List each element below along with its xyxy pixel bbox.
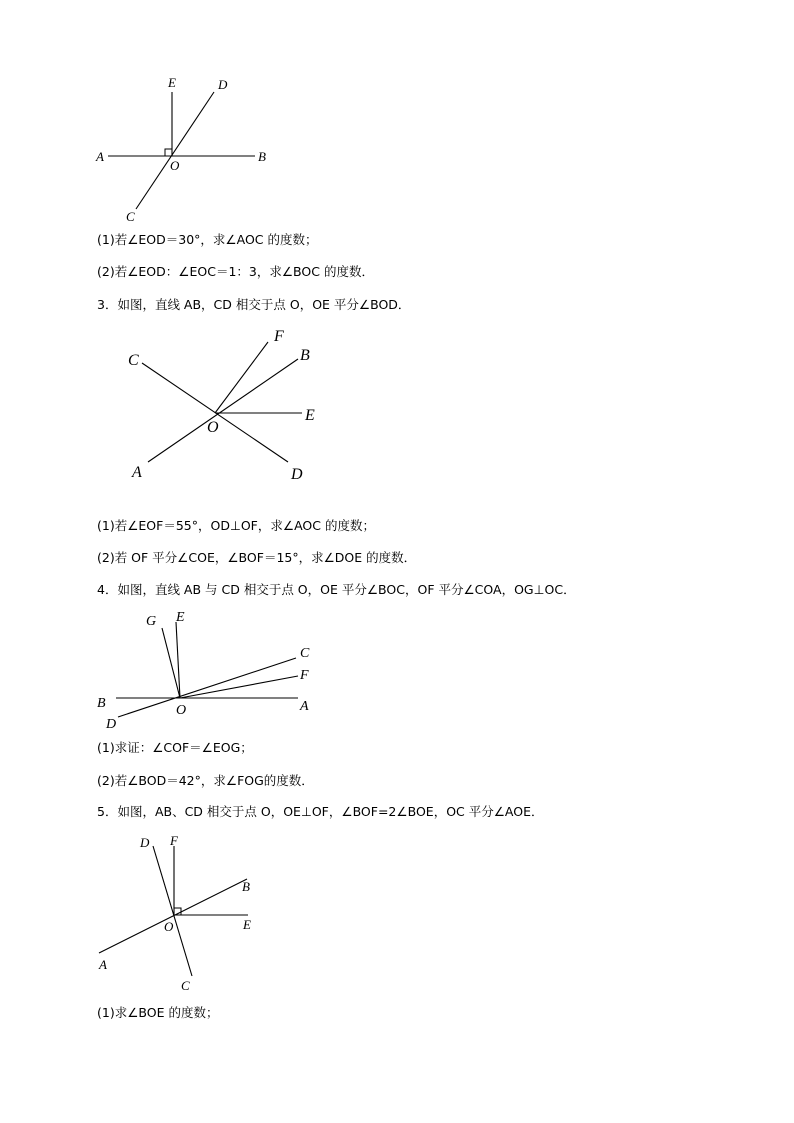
label-b: B [300, 347, 310, 364]
q4-part2: (2)若∠BOD＝42°，求∠FOG的度数． [97, 773, 314, 788]
q5-part1: (1)求∠BOE 的度数； [97, 1005, 219, 1020]
label-f: F [274, 328, 284, 345]
line-ab [99, 879, 247, 953]
label-f: F [170, 833, 178, 848]
q2-part1: (1)若∠EOD＝30°，求∠AOC 的度数； [97, 232, 318, 247]
q5-stem: 5．如图，AB、CD 相交于点 O，OE⊥OF，∠BOF=2∠BOE，OC 平分∠AOE． [97, 804, 544, 819]
label-e: E [168, 75, 176, 90]
label-o: O [164, 919, 174, 934]
label-e: E [243, 917, 251, 932]
q4-part1: (1)求证：∠COF＝∠EOG； [97, 740, 253, 755]
label-e: E [305, 407, 315, 424]
label-a: A [96, 149, 104, 164]
label-g: G [146, 614, 157, 629]
q3-part1: (1)若∠EOF＝55°，OD⊥OF，求∠AOC 的度数； [97, 518, 375, 533]
label-b: B [242, 879, 250, 894]
label-d: D [291, 466, 303, 483]
label-b: B [258, 149, 266, 164]
label-c: C [181, 978, 190, 993]
label-f: F [300, 668, 309, 683]
label-o: O [176, 703, 187, 718]
label-b: B [97, 696, 106, 711]
label-a: A [300, 699, 309, 714]
label-o: O [207, 419, 219, 436]
label-o: O [170, 158, 180, 173]
label-d: D [106, 717, 117, 732]
label-c: C [300, 646, 310, 661]
label-d: D [140, 835, 150, 850]
q3-part2: (2)若 OF 平分∠COE，∠BOF＝15°，求∠DOE 的度数． [97, 550, 417, 565]
line-cd [153, 846, 192, 976]
q2-part2: (2)若∠EOD：∠EOC＝1：3，求∠BOC 的度数． [97, 264, 374, 279]
label-c: C [126, 209, 135, 224]
label-c: C [128, 352, 139, 369]
q3-stem: 3．如图，直线 AB，CD 相交于点 O，OE 平分∠BOD． [97, 297, 411, 312]
label-d: D [218, 77, 228, 92]
label-a: A [132, 464, 142, 481]
label-a: A [99, 957, 107, 972]
label-e: E [176, 610, 185, 625]
q4-stem: 4．如图，直线 AB 与 CD 相交于点 O，OE 平分∠BOC，OF 平分∠COA，OG⊥OC． [97, 582, 576, 597]
